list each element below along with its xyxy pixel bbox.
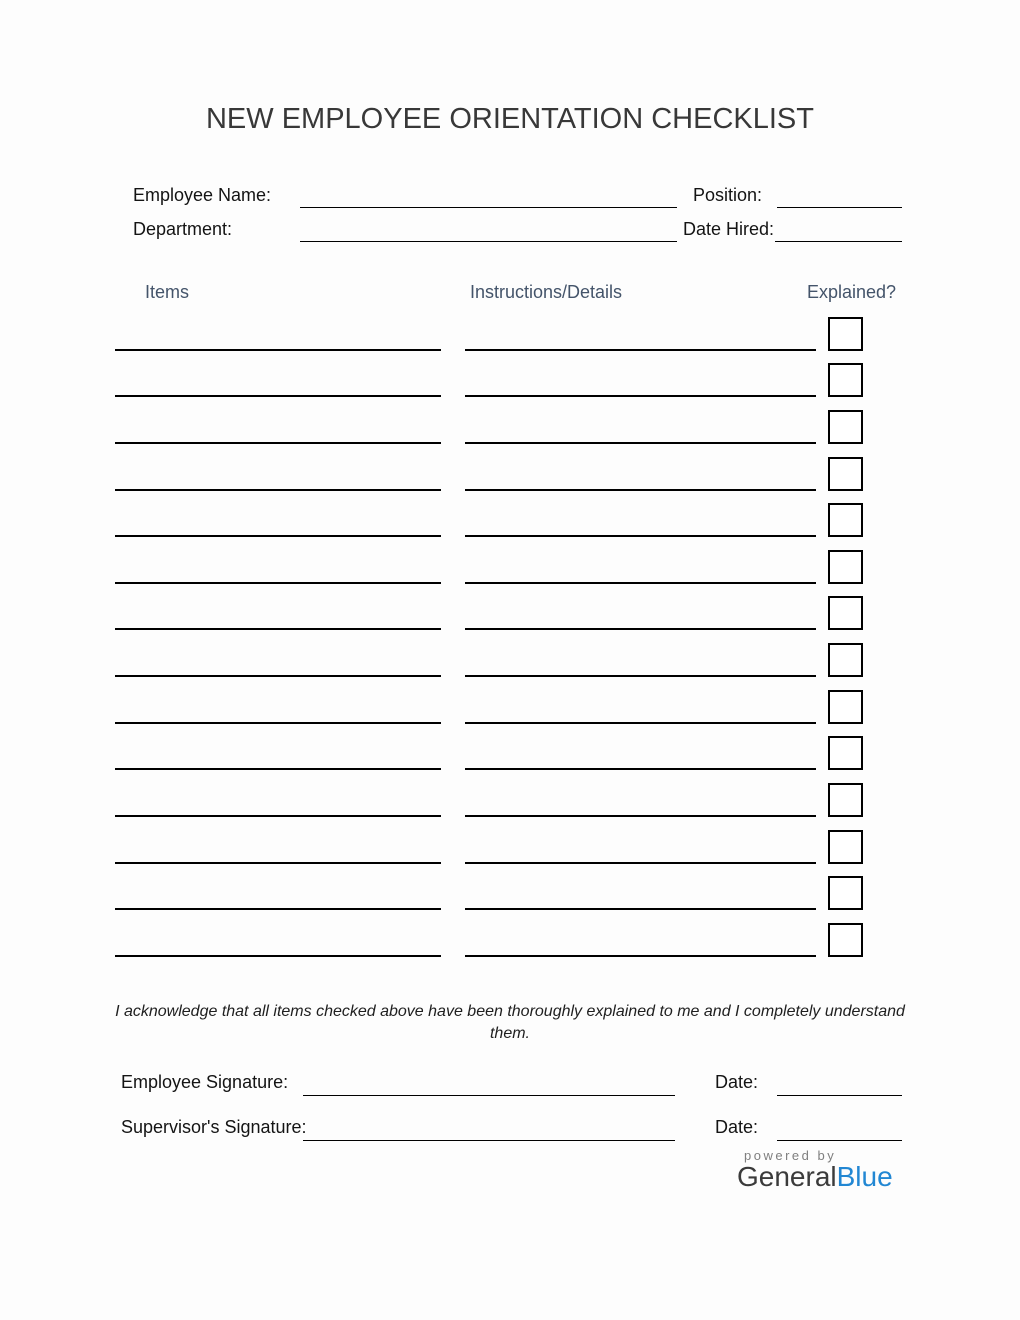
instructions-header: Instructions/Details (470, 282, 623, 302)
explained-checkbox[interactable] (828, 550, 863, 584)
item-field[interactable] (115, 535, 441, 537)
instructions-field[interactable] (465, 908, 816, 910)
brand-general: General (737, 1161, 837, 1192)
table-row (115, 397, 865, 444)
item-field[interactable] (115, 862, 441, 864)
supervisor-date-label: Date: (715, 1117, 759, 1137)
employee-name-label: Employee Name: (133, 185, 272, 205)
explained-checkbox[interactable] (828, 317, 863, 351)
table-row (115, 724, 865, 771)
supervisor-signature-field[interactable] (303, 1140, 675, 1141)
explained-checkbox[interactable] (828, 783, 863, 817)
item-field[interactable] (115, 582, 441, 584)
item-field[interactable] (115, 675, 441, 677)
instructions-field[interactable] (465, 349, 816, 351)
instructions-field[interactable] (465, 862, 816, 864)
table-row (115, 537, 865, 584)
explained-checkbox[interactable] (828, 596, 863, 630)
item-field[interactable] (115, 628, 441, 630)
item-field[interactable] (115, 815, 441, 817)
explained-checkbox[interactable] (828, 830, 863, 864)
table-row (115, 491, 865, 538)
checklist-rows (115, 304, 865, 957)
item-field[interactable] (115, 489, 441, 491)
instructions-field[interactable] (465, 675, 816, 677)
employee-date-label: Date: (715, 1072, 759, 1092)
explained-header: Explained? (807, 282, 897, 302)
item-field[interactable] (115, 955, 441, 957)
instructions-field[interactable] (465, 489, 816, 491)
explained-checkbox[interactable] (828, 643, 863, 677)
table-row (115, 304, 865, 351)
instructions-field[interactable] (465, 535, 816, 537)
acknowledgment-line-1: I acknowledge that all items checked above have been thoroughly explained to me and I completely understand (115, 1003, 905, 1020)
supervisor-signature-label: Supervisor's Signature: (121, 1117, 307, 1137)
acknowledgment-text (0, 1001, 1020, 1045)
items-header: Items (145, 282, 190, 302)
instructions-field[interactable] (465, 628, 816, 630)
item-field[interactable] (115, 722, 441, 724)
item-field[interactable] (115, 442, 441, 444)
instructions-field[interactable] (465, 815, 816, 817)
table-row (115, 817, 865, 864)
instructions-field[interactable] (465, 768, 816, 770)
instructions-field[interactable] (465, 722, 816, 724)
table-row (115, 770, 865, 817)
explained-checkbox[interactable] (828, 410, 863, 444)
item-field[interactable] (115, 908, 441, 910)
page-title: NEW EMPLOYEE ORIENTATION CHECKLIST (205, 103, 814, 135)
employee-signature-label: Employee Signature: (121, 1072, 289, 1092)
date-hired-label: Date Hired: (683, 219, 775, 239)
table-row (115, 584, 865, 631)
employee-name-field[interactable] (300, 207, 677, 208)
explained-checkbox[interactable] (828, 923, 863, 957)
date-hired-field[interactable] (775, 241, 902, 242)
supervisor-date-field[interactable] (777, 1140, 902, 1141)
table-row (115, 444, 865, 491)
item-field[interactable] (115, 395, 441, 397)
table-row (115, 910, 865, 957)
brand-blue: Blue (836, 1161, 893, 1192)
position-field[interactable] (777, 207, 902, 208)
explained-checkbox[interactable] (828, 690, 863, 724)
instructions-field[interactable] (465, 955, 816, 957)
employee-date-field[interactable] (777, 1095, 902, 1096)
item-field[interactable] (115, 349, 441, 351)
instructions-field[interactable] (465, 582, 816, 584)
explained-checkbox[interactable] (828, 503, 863, 537)
acknowledgment-line-2: them. (489, 1025, 530, 1042)
department-field[interactable] (300, 241, 677, 242)
table-row (115, 864, 865, 911)
explained-checkbox[interactable] (828, 457, 863, 491)
item-field[interactable] (115, 768, 441, 770)
explained-checkbox[interactable] (828, 876, 863, 910)
brand-logo (737, 1161, 893, 1193)
department-label: Department: (133, 219, 233, 239)
table-row (115, 630, 865, 677)
explained-checkbox[interactable] (828, 736, 863, 770)
explained-checkbox[interactable] (828, 363, 863, 397)
table-row (115, 351, 865, 398)
employee-signature-field[interactable] (303, 1095, 675, 1096)
powered-by-label: powered by (744, 1148, 837, 1163)
table-row (115, 677, 865, 724)
position-label: Position: (693, 185, 763, 205)
instructions-field[interactable] (465, 442, 816, 444)
instructions-field[interactable] (465, 395, 816, 397)
